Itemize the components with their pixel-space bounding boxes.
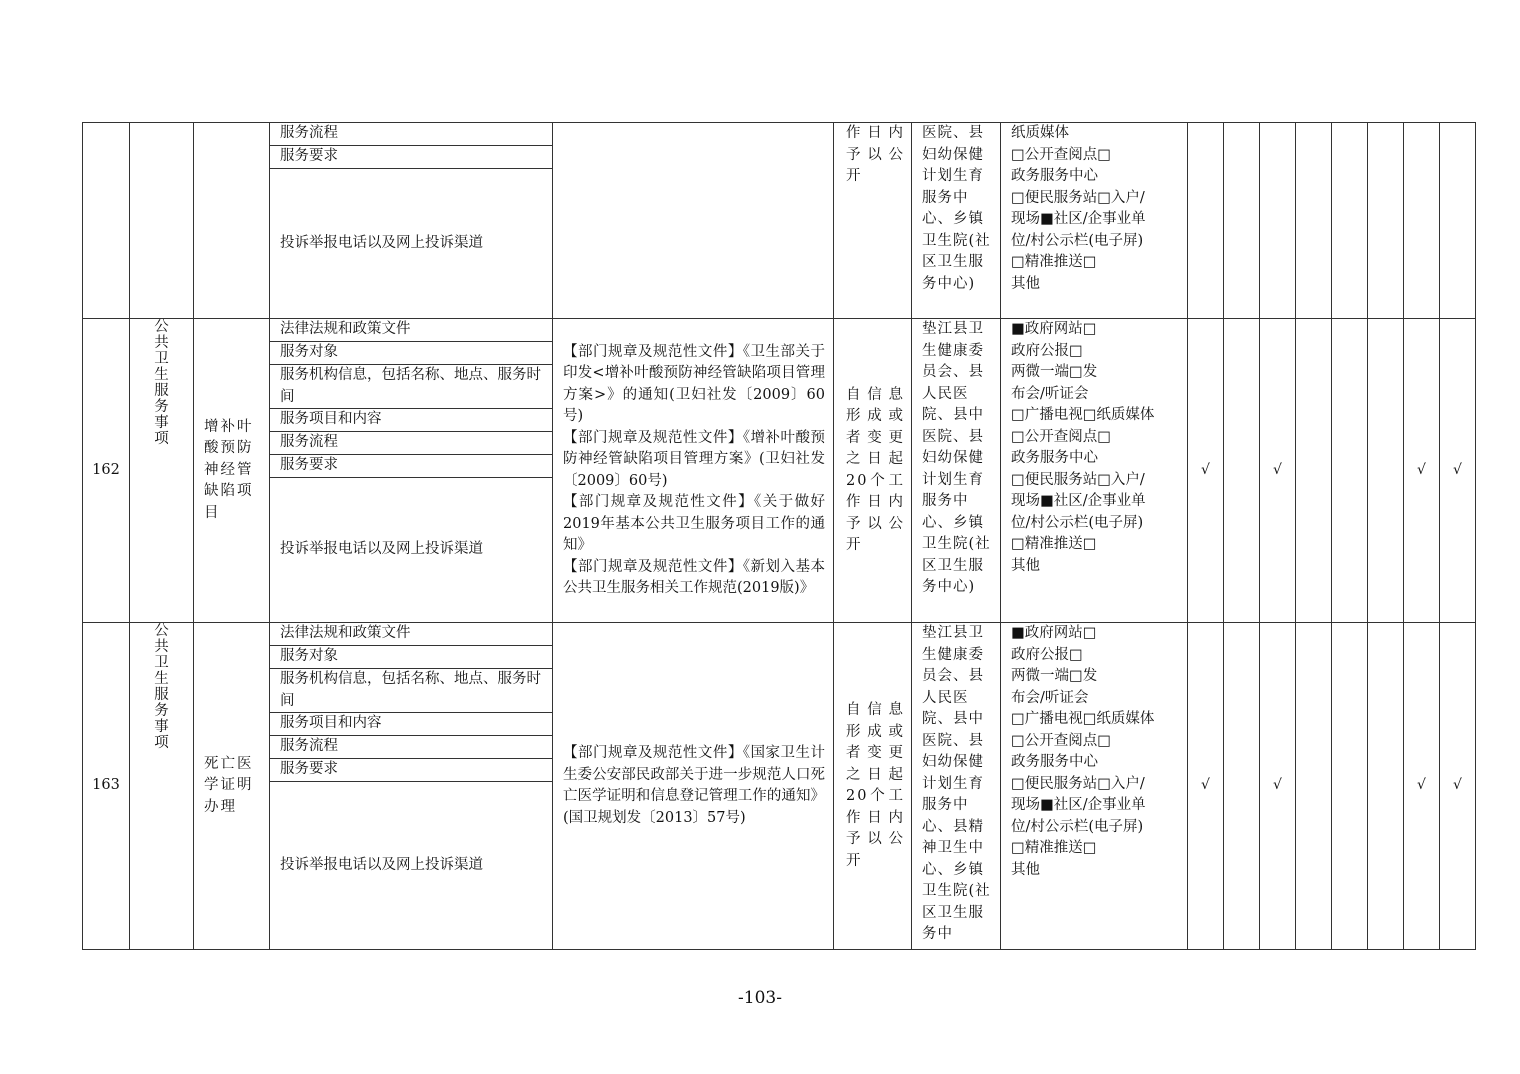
check-cell [1224,319,1260,623]
basis-entry: 【部门规章及规范性文件】《增补叶酸预防神经管缺陷项目管理方案》(卫妇社发〔2009〕60号) [563,429,825,489]
sub-item: 投诉举报电话以及网上投诉渠道 [280,541,483,558]
row-number: 162 [83,319,130,623]
sub-item: 服务项目和内容 [270,409,552,432]
check-cell [1188,123,1224,319]
check-cell [1332,123,1368,319]
sub-item: 服务流程 [270,123,552,146]
channel-line: 其他 [1011,557,1040,574]
sub-items-cell [270,123,553,319]
channel-line: 政务服务中心 [1011,168,1098,184]
basis-entry: 【部门规章及规范性文件】《关于做好2019年基本公共卫生服务项目工作的通知》 [563,494,825,553]
time-limit: 作日内予以公开 [834,123,912,319]
category-cell: 公共卫生服务事项 [130,623,194,950]
check-cell [1332,319,1368,623]
sub-item: 服务机构信息，包括名称、地点、服务时间 [270,365,552,409]
check-cell [1368,319,1404,623]
check-cell [1368,123,1404,319]
channel-line: 现场■社区/企事业单 [1011,797,1146,813]
channel-line: □便民服务站□入户/ [1011,471,1145,488]
table-row [83,319,1476,623]
channel-line: 位/村公示栏(电子屏) [1011,818,1144,835]
category-cell [130,123,194,319]
check-cell [1296,623,1332,950]
sub-item: 服务对象 [270,646,552,669]
disclosure-subject: 垫江县卫生健康委员会、县人民医院、县中医院、县妇幼保健计划生育服务中心、县精神卫生中心、乡镇卫生院(社区卫生服务中 [912,623,1001,950]
row-number: 163 [83,623,130,950]
basis-cell [553,319,834,623]
check-cell [1224,623,1260,950]
check-cell [1224,123,1260,319]
channel-line: □公开查阅点□ [1011,428,1111,445]
sub-item: 服务项目和内容 [270,713,552,736]
channel-line: 政务服务中心 [1011,450,1098,466]
channel-line: 布会/听证会 [1011,689,1089,706]
channel-line: 政府公报□ [1011,646,1083,663]
sub-item: 服务要求 [270,146,552,169]
check-cell [1296,123,1332,319]
sub-item: 法律法规和政策文件 [270,319,552,342]
check-cell [1368,623,1404,950]
channel-line: □便民服务站□入户/ [1011,189,1145,206]
basis-entry: 【部门规章及规范性文件】《新划入基本公共卫生服务相关工作规范(2019版)》 [563,558,825,596]
channel-line: 布会/听证会 [1011,385,1089,402]
channel-line: 纸质媒体 [1011,125,1069,141]
sub-item: 服务流程 [270,736,552,759]
sub-item: 服务要求 [270,455,552,478]
channel-line: □广播电视□纸质媒体 [1011,407,1155,423]
channel-line: 其他 [1011,275,1040,292]
check-cell: √ [1404,623,1440,950]
category-cell: 公共卫生服务事项 [130,319,194,623]
check-cell [1260,123,1296,319]
sub-item: 法律法规和政策文件 [270,623,552,646]
check-cell: √ [1260,319,1296,623]
channel-line: □精准推送□ [1011,840,1097,856]
channel-line: 政府公报□ [1011,342,1083,359]
channel-line: 位/村公示栏(电子屏) [1011,232,1144,249]
channel-line: 位/村公示栏(电子屏) [1011,514,1144,531]
sub-items-cell [270,623,553,950]
row-number [83,123,130,319]
item-name: 死亡医学证明办理 [194,623,270,950]
basis-entry: 【部门规章及规范性文件】《卫生部关于印发<增补叶酸预防神经管缺陷项目管理方案>》的通知(卫妇社发〔2009〕60号) [563,343,825,424]
check-cell: √ [1404,319,1440,623]
channel-cell [1001,623,1188,950]
check-cell: √ [1260,623,1296,950]
check-cell [1332,623,1368,950]
time-limit: 自信息形成或者变更之日起20个工作日内予以公开 [834,319,912,623]
basis-cell [553,123,834,319]
item-name [194,123,270,319]
check-cell: √ [1440,623,1476,950]
channel-line: 政务服务中心 [1011,754,1098,770]
channel-line: 其他 [1011,861,1040,878]
sub-item: 服务流程 [270,432,552,455]
sub-item: 服务机构信息，包括名称、地点、服务时间 [270,669,552,713]
channel-line: 现场■社区/企事业单 [1011,211,1146,227]
check-cell [1440,123,1476,319]
table-row [83,623,1476,950]
check-cell [1296,319,1332,623]
disclosure-table [82,122,1476,950]
channel-line: 两微一端□发 [1011,364,1098,380]
channel-line: □公开查阅点□ [1011,732,1111,749]
channel-cell [1001,319,1188,623]
sub-item: 投诉举报电话以及网上投诉渠道 [280,856,483,873]
disclosure-subject: 医院、县妇幼保健计划生育服务中心、乡镇卫生院(社区卫生服务中心) [912,123,1001,319]
sub-item: 服务要求 [270,759,552,782]
item-name: 增补叶酸预防神经管缺陷项目 [194,319,270,623]
channel-line: ■政府网站□ [1011,625,1097,641]
channel-line: □精准推送□ [1011,254,1097,270]
check-cell: √ [1440,319,1476,623]
channel-line: □公开查阅点□ [1011,146,1111,163]
channel-line: ■政府网站□ [1011,321,1097,337]
channel-line: □广播电视□纸质媒体 [1011,711,1155,727]
table-row [83,123,1476,319]
sub-item: 投诉举报电话以及网上投诉渠道 [280,234,483,251]
channel-line: □便民服务站□入户/ [1011,775,1145,792]
sub-item: 服务对象 [270,342,552,365]
sub-items-cell [270,319,553,623]
page-number: -103- [738,988,782,1008]
channel-line: 两微一端□发 [1011,668,1098,684]
time-limit: 自信息形成或者变更之日起20个工作日内予以公开 [834,623,912,950]
basis-entry: 【部门规章及规范性文件】《国家卫生计生委公安部民政部关于进一步规范人口死亡医学证明和信息登记管理工作的通知》(国卫规划发〔2013〕57号) [563,745,825,826]
check-cell: √ [1188,319,1224,623]
channel-line: □精准推送□ [1011,536,1097,552]
channel-cell [1001,123,1188,319]
basis-cell [553,623,834,950]
check-cell [1404,123,1440,319]
channel-line: 现场■社区/企事业单 [1011,493,1146,509]
check-cell: √ [1188,623,1224,950]
disclosure-subject: 垫江县卫生健康委员会、县人民医院、县中医院、县妇幼保健计划生育服务中心、乡镇卫生院(社区卫生服务中心) [912,319,1001,623]
